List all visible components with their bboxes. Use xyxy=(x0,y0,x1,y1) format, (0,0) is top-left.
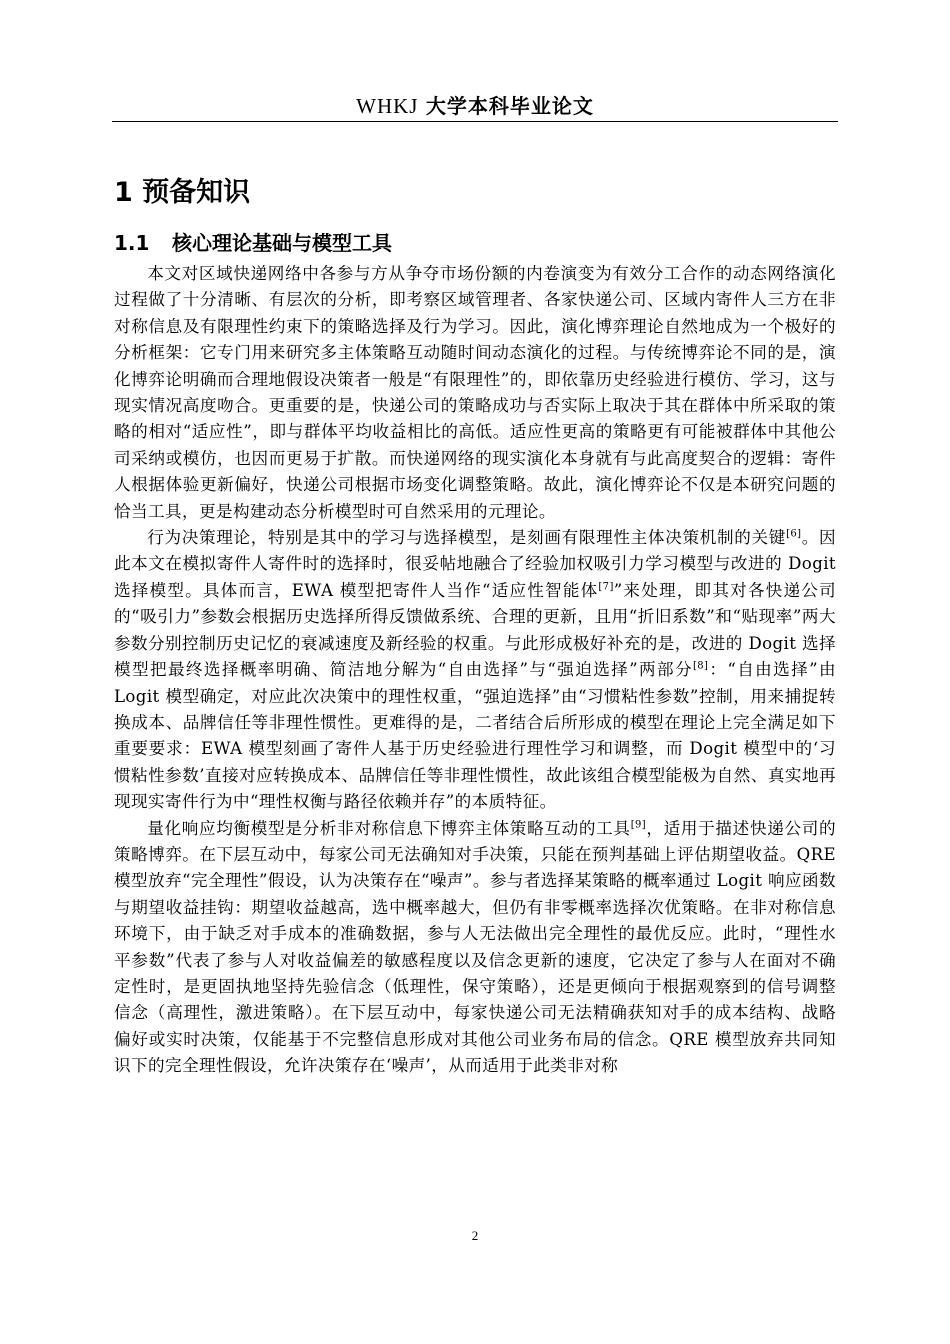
running-header xyxy=(112,92,838,120)
paragraph-qre-model xyxy=(114,816,836,1080)
header-title: 大学本科毕业论文 xyxy=(425,94,594,118)
paragraph-text: 。因此本文在模拟寄件人寄件时的选择时，很妥帖地融合了经验加权吸引力学习模型与改进的 Dogit 选择模型。具体而言，EWA 模型把寄件人当作“适应性智能体 xyxy=(114,528,836,600)
header-divider xyxy=(112,121,838,122)
paragraph-text: 量化响应均衡模型是分析非对称信息下博弈主体策略互动的工具 xyxy=(147,818,631,838)
body-text xyxy=(114,261,836,1080)
section-number: 1.1 xyxy=(114,231,150,255)
section-title: 核心理论基础与模型工具 xyxy=(172,231,392,255)
section-heading xyxy=(114,229,392,257)
page-number: 2 xyxy=(471,1228,479,1243)
paragraph-text: 行为决策理论，特别是其中的学习与选择模型，是刻画有限理性主体决策机制的关键 xyxy=(147,528,787,548)
citation-ref: [9] xyxy=(630,819,647,830)
paragraph-text: ：“自由选择”由 Logit 模型确定，对应此次决策中的理性权重，“强迫选择”由“习惯粘性参数”控制，用来捕捉转换成本、品牌信任等非理性惯性。更难得的是，二者结合后所形成的模型在理论上完全满足如下重要要求：EWA 模型刻画了寄件人基于历史经验进行理性学习和调整，而 Dogit 模型中的‘习惯粘性参数’直接对应转换成本、品牌信任等非理性惯性，故此该组合模型能极为自然、真实地再现现实寄件行为中“理性权衡与路径依赖并存”的本质特征。 xyxy=(114,660,837,812)
header-school-code: WHKJ xyxy=(356,94,419,118)
paragraph-behavioral-decision xyxy=(114,525,836,815)
citation-ref: [6] xyxy=(786,528,802,540)
paragraph-text: ，适用于描述快递公司的策略博弈。在下层互动中，每家公司无法确知对手决策，只能在预判基础上评估期望收益。QRE 模型放弃“完全理性”假设，认为决策存在“噪声”。参与者选择某策略的概率通过 Logit 响应函数与期望收益挂钩：期望收益越高，选中概率越大，但仍有非零概率选择次优策略。在非对称信息环境下，由于缺乏对手成本的准确数据，参与人无法做出完全理性的最优反应。此时，“理性水平参数”代表了参与人对收益偏差的敏感程度以及信念更新的速度，它决定了参与人在面对不确定性时，是更固执地坚持先验信念（低理性，保守策略），还是更倾向于根据观察到的信号调整信念（高理性，激进策略）。在下层互动中，每家快递公司无法精确获知对手的成本结构、战略偏好或实时决策，仅能基于不完整信息形成对其他公司业务布局的信念。QRE 模型放弃共同知识下的完全理性假设，允许决策存在‘噪声’，从而适用于此类非对称 xyxy=(114,818,837,1076)
paragraph-text: ”来处理，即其对各快递公司的“吸引力”参数会根据历史选择所得反馈做系统、合理的更新，且用“折旧系数”和“贴现率”两大参数分别控制历史记忆的衰减速度及新经验的权重。与此形成极好补充的是，改进的 Dogit 选择模型把最终选择概率明确、简洁地分解为“自由选择”与“强迫选择”两部分 xyxy=(114,580,836,680)
chapter-title: 1 预备知识 xyxy=(114,177,251,208)
paragraph-evolutionary-game: 本文对区域快递网络中各参与方从争夺市场份额的内卷演变为有效分工合作的动态网络演化过程做了十分清晰、有层次的分析，即考察区域管理者、各家快递公司、区域内寄件人三方在非对称信息及有限理性约束下的策略选择及行为学习。因此，演化博弈理论自然地成为一个极好的分析框架：它专门用来研究多主体策略互动随时间动态演化的过程。与传统博弈论不同的是，演化博弈论明确而合理地假设决策者一般是“有限理性”的，即依靠历史经验进行模仿、学习，这与现实情况高度吻合。更重要的是，快递公司的策略成功与否实际上取决于其在群体中所采取的策略的相对“适应性”，即与群体平均收益相比的高低。适应性更高的策略更有可能被群体中其他公司采纳或模仿，也因而更易于扩散。而快递网络的现实演化本身就有与此高度契合的逻辑：寄件人根据体验更新偏好，快递公司根据市场变化调整策略。故此，演化博弈论不仅是本研究问题的恰当工具，更是构建动态分析模型时可自然采用的元理论。 xyxy=(114,264,836,521)
citation-ref: [8] xyxy=(692,660,709,672)
citation-ref: [7] xyxy=(598,581,614,593)
